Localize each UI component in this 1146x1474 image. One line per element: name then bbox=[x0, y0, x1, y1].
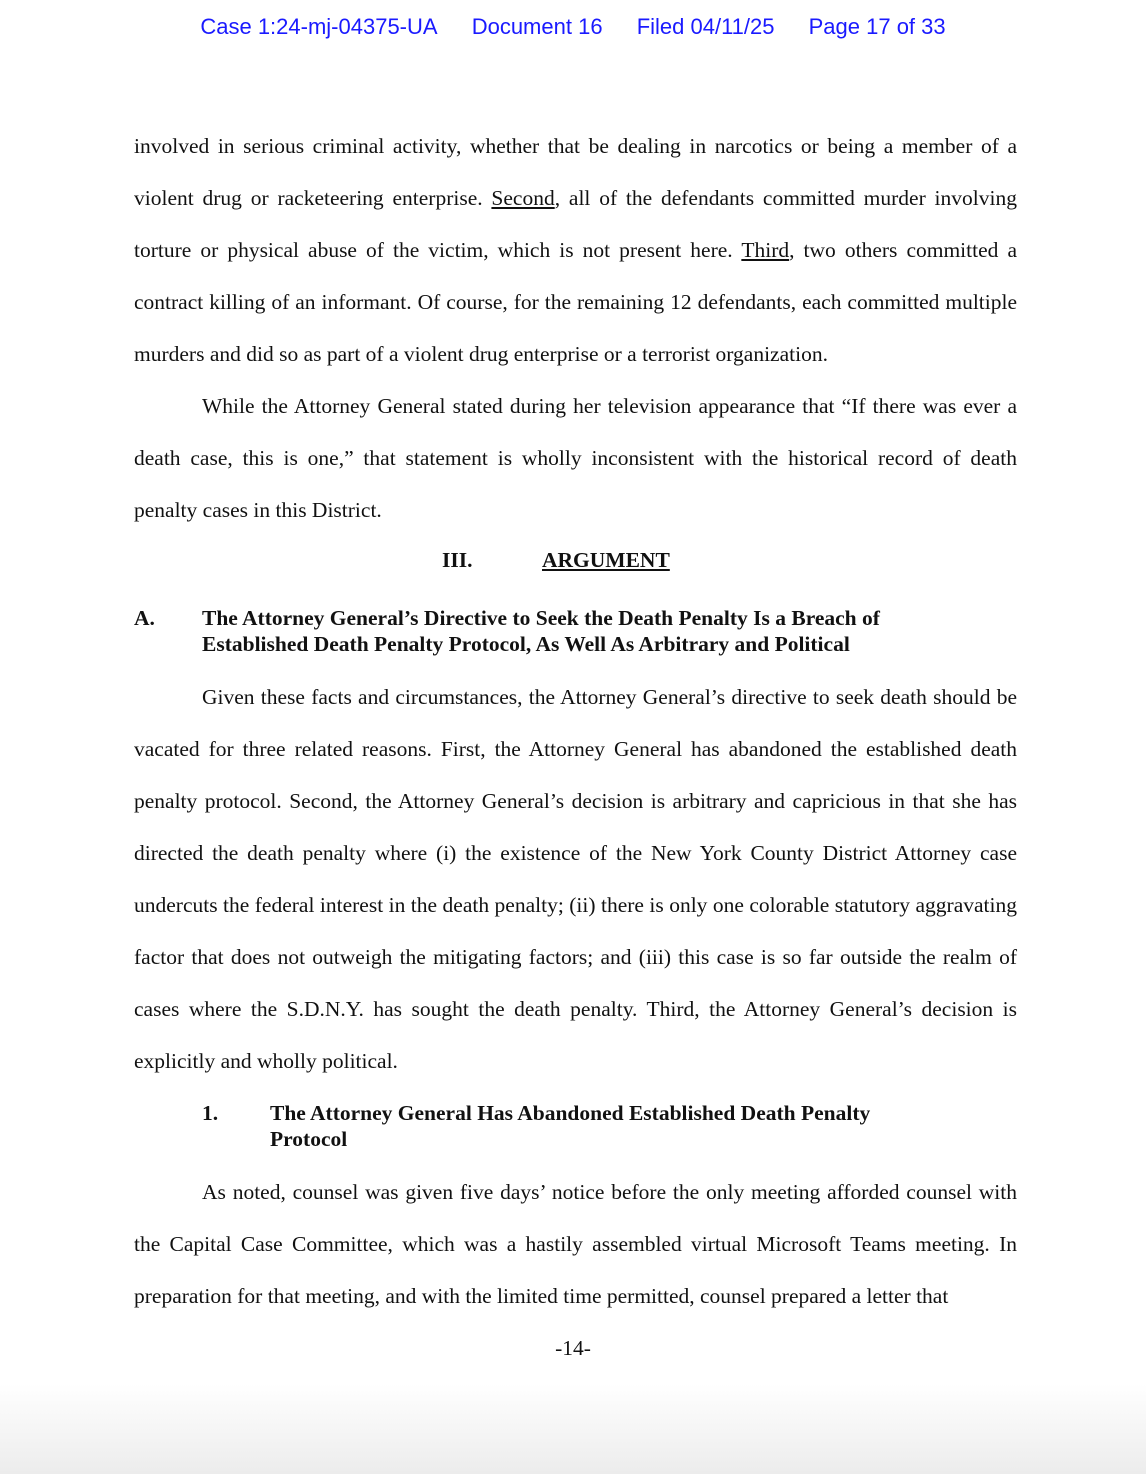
case-number: Case 1:24-mj-04375-UA bbox=[200, 14, 438, 39]
subsection-1-title: The Attorney General Has Abandoned Established Death Penalty Protocol bbox=[270, 1101, 871, 1151]
paragraph-2: While the Attorney General stated during her television appearance that “If there was ever a death case, this is one,” that statement is wholly inconsistent with the historical record of death penalty cases in this District. bbox=[134, 394, 1017, 522]
paragraph-1 bbox=[134, 120, 1017, 380]
page-number: -14- bbox=[555, 1336, 591, 1360]
paragraph-4: As noted, counsel was given five days’ notice before the only meeting afforded counsel with the Capital Case Committee, which was a hastily assembled virtual Microsoft Teams meeting. In preparation for that meeting, and with the limited time permitted, counsel prepared a letter that bbox=[134, 1180, 1017, 1308]
paragraph-1-part-a: involved in serious criminal activity, whether that be dealing in narcotics or being a member of a violent drug or racketeering enterprise. bbox=[134, 134, 1017, 210]
page-of-total: Page 17 of 33 bbox=[808, 14, 946, 39]
section-number: III. bbox=[442, 548, 473, 572]
document-number: Document 16 bbox=[471, 14, 603, 39]
subsection-a-title: The Attorney General’s Directive to Seek the Death Penalty Is a Breach of Established Death Penalty Protocol, As Well As Arbitrary and Political bbox=[202, 606, 880, 656]
paragraph-1-part-c: , two others committed a contract killing of an informant. Of course, for the remaining 12 defendants, each committed multiple murders and did so as part of a violent drug enterprise or a terrorist organization. bbox=[134, 238, 1017, 366]
paragraph-1-part-b: , all of the defendants committed murder involving torture or physical abuse of the victim, which is not present here. bbox=[134, 186, 1017, 262]
page-bottom-shade bbox=[0, 1384, 1146, 1474]
document-header bbox=[0, 14, 1146, 40]
second-underlined: Second bbox=[491, 186, 555, 210]
subsection-1-label: 1. bbox=[202, 1101, 219, 1125]
paragraph-3: Given these facts and circumstances, the Attorney General’s directive to seek death should be vacated for three related reasons. First, the Attorney General has abandoned the established death penalty protocol. Second, the Attorney General’s decision is arbitrary and capricious in that she has directed the death penalty where (i) the existence of the New York County District Attorney case undercuts the federal interest in the death penalty; (ii) there is only one colorable statutory aggravating factor that does not outweigh the mitigating factors; and (iii) this case is so far outside the realm of cases where the S.D.N.Y. has sought the death penalty. Third, the Attorney General’s decision is explicitly and wholly political. bbox=[134, 685, 1017, 1073]
subsection-a-label: A. bbox=[134, 606, 155, 630]
filed-date: Filed 04/11/25 bbox=[636, 14, 775, 39]
section-title: ARGUMENT bbox=[542, 548, 670, 572]
third-underlined: Third bbox=[741, 238, 790, 262]
